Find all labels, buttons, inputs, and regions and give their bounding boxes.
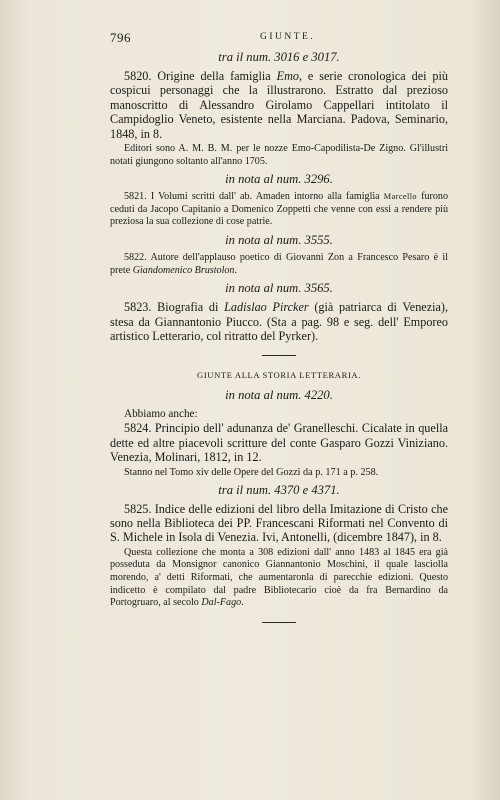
note-5825-name: Dal-Fago: [201, 597, 242, 609]
location-heading-2: in nota al num. 3296.: [225, 172, 333, 187]
entry-5820-family-name: Emo: [276, 69, 299, 83]
entry-5820: [110, 69, 448, 141]
entry-5822-author: Giandomenico Brustolon: [132, 264, 235, 276]
page-header: [110, 30, 448, 46]
entry-5822-text-a: 5822. Autore dell'applauso poetico di Giovanni Zon a Francesco Pesaro è il prete: [110, 252, 448, 276]
entry-5823-text-b: (già patriarca di Venezia), stesa da Giannantonio Piucco. (Sta a pag. 98 e seg. dell' Emporeo artistico Letterario, col ritratto del Pyrker).: [110, 300, 449, 343]
note-5824: Stanno nel Tomo xiv delle Opere del Gozzi da p. 171 a p. 258.: [124, 466, 379, 478]
page-number: 796: [110, 30, 131, 45]
entry-5820-text-b: , e serie cronologica dei più cospicui personaggi che la illustrarono. Estratto dal prezioso manoscritto di Alessandro Girolamo Cappellari intitolato il Campidoglio Veneto, esistente nella Marciana. Padova, Seminario, 1848, in 8.: [110, 69, 449, 141]
entry-5823-name: Ladislao Pircker: [224, 300, 309, 315]
note-5820: Editori sono A. M. B. M. per le nozze Emo-Capodilista-De Zigno. Gl'illustri notati giungono soltanto all'anno 1705.: [110, 143, 448, 167]
running-head: GIUNTE.: [260, 32, 316, 42]
entry-5822-text-b: .: [234, 264, 238, 276]
note-5825-text-a: Questa collezione che monta a 308 edizioni dall' anno 1483 al 1845 era già posseduta da Monsignor canonico Giannantonio Moschini, il quale lasciolla morendo, a' detti Riformati, che aumentaronla di parecchie edizioni. Questo indicetto è compilato dal padre Bibliotecario cioè da fra Bernardino da Portogruaro, al secolo: [110, 546, 448, 609]
abbiamo-anche: Abbiamo anche:: [124, 408, 198, 421]
entry-5823-text-a: 5823. Biografia di: [124, 300, 225, 315]
entry-5820-text-a: 5820. Origine della famiglia: [124, 69, 277, 83]
note-5825: [110, 547, 448, 610]
entry-5821-text-a: 5821. I Volumi scritti dall' ab. Amaden intorno alla famiglia: [124, 191, 384, 203]
section-title: GIUNTE ALLA STORIA LETTERARIA.: [197, 370, 361, 381]
entry-5823: [110, 300, 448, 343]
location-heading-6: tra il num. 4370 e 4371.: [218, 482, 340, 497]
location-heading-4: in nota al num. 3565.: [225, 281, 333, 296]
entry-5822: [110, 252, 448, 277]
entry-5824: 5824. Principio dell' adunanza de' Granelleschi. Cicalate in quella dette ed altre piacevoli scritture del conte Gasparo Gozzi Viniziano. Venezia, Molinari, 1812, in 12.: [110, 421, 448, 465]
location-heading-5: in nota al num. 4220.: [225, 388, 333, 403]
end-divider: [262, 622, 296, 623]
entry-5825: 5825. Indice delle edizioni del libro della Imitazione di Cristo che sono nella Biblioteca dei PP. Francescani Riformati nel Convento di S. Michele in Isola di Venezia. Ivi, Antonelli, (dicembre 1847), in 8.: [110, 501, 448, 545]
entry-5821-text-b: furono ceduti da Jacopo Capitanio a Domenico Zoppetti che venne con essi a rendere più preziosa la sua collezione di cose patrie.: [110, 191, 449, 228]
location-heading-1: tra il num. 3016 e 3017.: [218, 50, 340, 64]
location-heading-3: in nota al num. 3555.: [225, 233, 333, 247]
note-5825-text-b: .: [241, 597, 244, 609]
entry-5821-family-name: Marcello: [383, 192, 417, 202]
section-divider: [262, 355, 296, 356]
page-text-block: [110, 30, 448, 637]
entry-5821: [110, 191, 448, 229]
